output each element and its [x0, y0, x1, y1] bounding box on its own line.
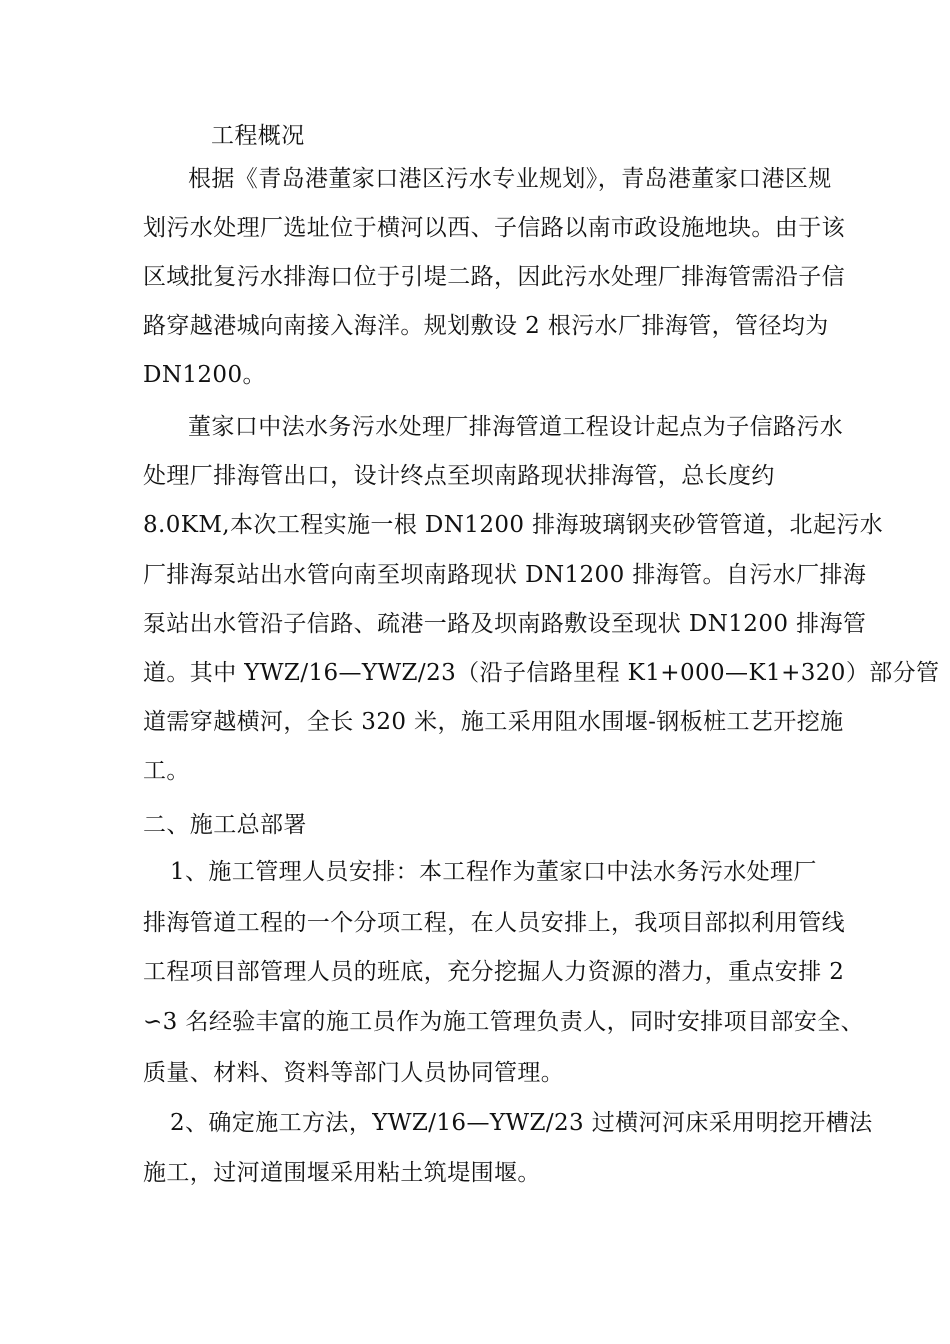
section-heading: 二、施工总部署 — [143, 812, 307, 838]
paragraph-line: 厂排海泵站出水管向南至坝南路现状 DN1200 排海管。自污水厂排海 — [143, 562, 867, 588]
paragraph-line: 划污水处理厂选址位于横河以西、子信路以南市政设施地块。由于该 — [143, 215, 845, 241]
paragraph-line: 质量、材料、资料等部门人员协同管理。 — [143, 1060, 565, 1086]
paragraph-line: 道需穿越横河，全长 320 米，施工采用阻水围堰-钢板桩工艺开挖施 — [143, 709, 844, 735]
paragraph-line: 排海管道工程的一个分项工程，在人员安排上，我项目部拟利用管线 — [143, 910, 845, 936]
paragraph-line: 处理厂排海管出口，设计终点至坝南路现状排海管，总长度约 — [143, 463, 775, 489]
paragraph-line: 根据《青岛港董家口港区污水专业规划》，青岛港董家口港区规 — [188, 166, 832, 192]
paragraph-line: DN1200。 — [143, 362, 266, 388]
paragraph-line: 工。 — [143, 758, 190, 784]
paragraph-line: 2、确定施工方法，YWZ/16—YWZ/23 过横河河床采用明挖开槽法 — [170, 1110, 873, 1136]
paragraph-line: 8.0KM,本次工程实施一根 DN1200 排海玻璃钢夹砂管管道，北起污水 — [143, 512, 884, 538]
paragraph-line: 工程项目部管理人员的班底，充分挖掘人力资源的潜力，重点安排 2 — [143, 959, 845, 985]
paragraph-line: 1、施工管理人员安排：本工程作为董家口中法水务污水处理厂 — [170, 859, 817, 885]
paragraph-line: 区域批复污水排海口位于引堤二路，因此污水处理厂排海管需沿子信 — [143, 264, 845, 290]
paragraph-line: 施工，过河道围堰采用粘土筑堤围堰。 — [143, 1160, 541, 1186]
paragraph-line: 道。其中 YWZ/16—YWZ/23（沿子信路里程 K1+000—K1+320）部分管 — [143, 660, 940, 686]
paragraph-line: 路穿越港城向南接入海洋。规划敷设 2 根污水厂排海管，管径均为 — [143, 313, 829, 339]
paragraph-line: 泵站出水管沿子信路、疏港一路及坝南路敷设至现状 DN1200 排海管 — [143, 611, 867, 637]
paragraph-line: 董家口中法水务污水处理厂排海管道工程设计起点为子信路污水 — [188, 414, 844, 440]
paragraph-line: ∽3 名经验丰富的施工员作为施工管理负责人，同时安排项目部安全、 — [143, 1009, 865, 1035]
section-title: 工程概况 — [211, 123, 305, 149]
